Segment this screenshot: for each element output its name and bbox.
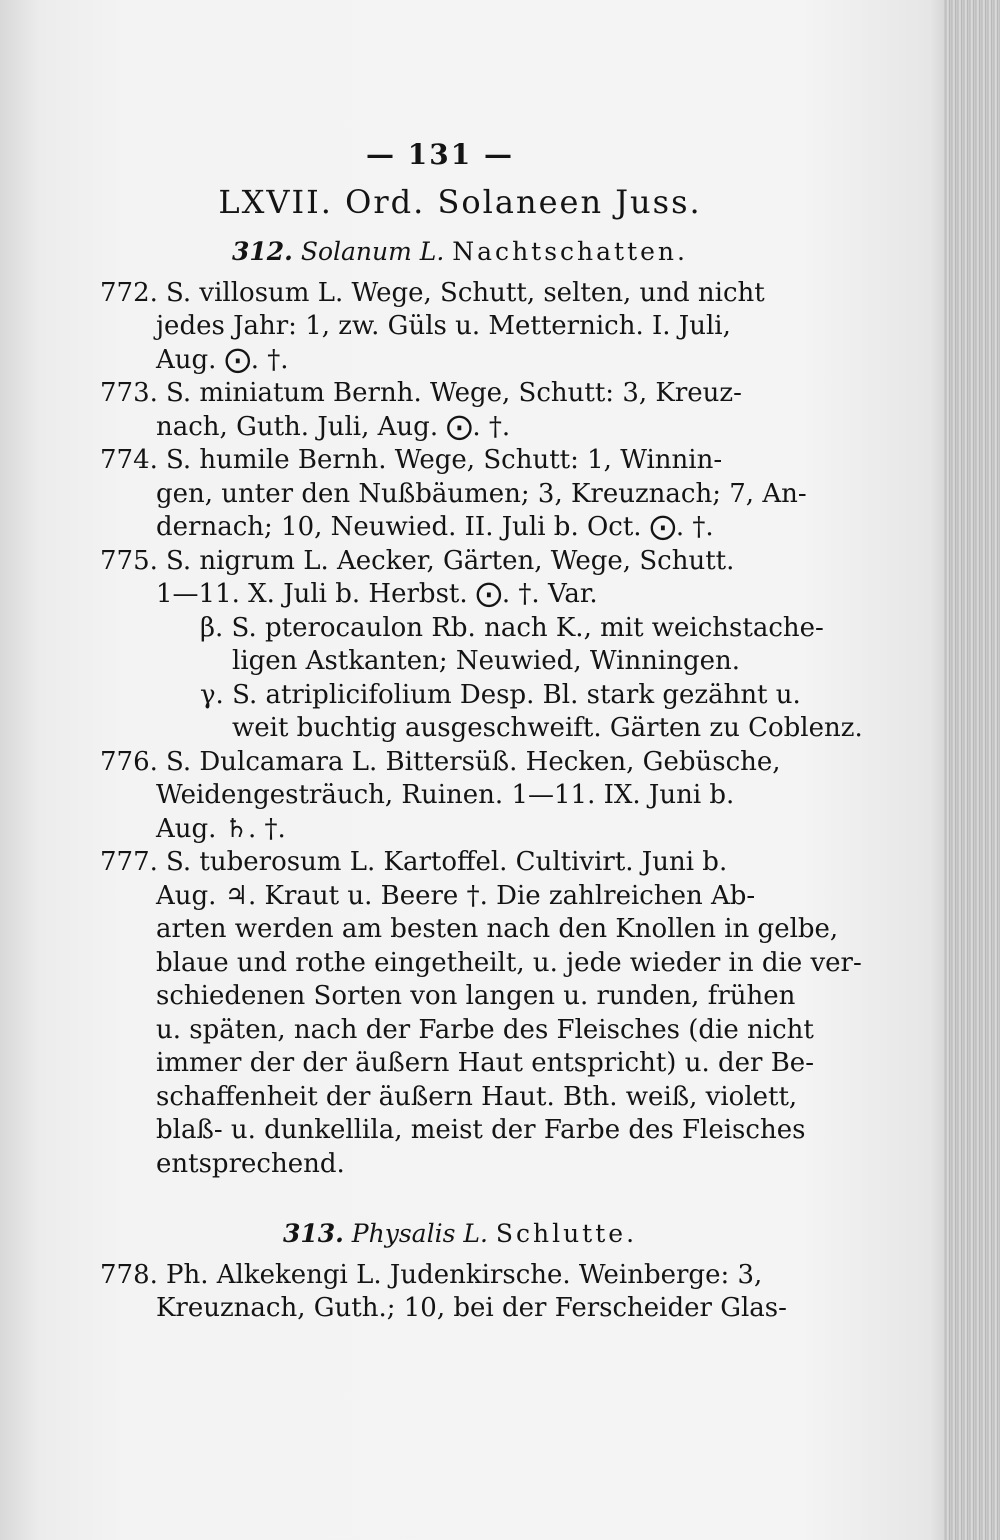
genus-heading-312 bbox=[100, 235, 820, 269]
entry-line: nach, Guth. Juli, Aug. ⨀. †. bbox=[156, 411, 511, 442]
genus-common-name: Schlutte. bbox=[495, 1219, 638, 1248]
entry-number: 774. bbox=[100, 445, 158, 475]
entry-line: blaue und rothe eingetheilt, u. jede wieder in die ver- bbox=[156, 947, 862, 978]
variety-beta: β. S. pterocaulon Rb. nach K., mit weichstache- bbox=[200, 612, 824, 643]
entry-line: gen, unter den Nußbäumen; 3, Kreuznach; 7, An- bbox=[156, 478, 807, 509]
entry-line: dernach; 10, Neuwied. II. Juli b. Oct. ⨀. †. bbox=[156, 512, 714, 542]
entry-line: immer der der äußern Haut entspricht) u. der Be- bbox=[156, 1048, 814, 1078]
entry-line: Weidengesträuch, Ruinen. 1—11. IX. Juni b. bbox=[156, 780, 735, 810]
genus-heading-313 bbox=[100, 1217, 820, 1251]
entry-line: Aug. ♄. †. bbox=[156, 813, 286, 844]
entry-number: 772. bbox=[100, 277, 158, 308]
genus-number: 312. bbox=[232, 237, 293, 266]
genus-name: Solanum L. bbox=[300, 237, 445, 266]
entry-line: S. Dulcamara L. Bittersüß. Hecken, Gebüsche, bbox=[166, 746, 781, 777]
genus-name: Physalis L. bbox=[351, 1219, 488, 1248]
entry-line: schaffenheit der äußern Haut. Bth. weiß, violett, bbox=[156, 1081, 798, 1112]
variety-gamma: γ. S. atriplicifolium Desp. Bl. stark gezähnt u. bbox=[200, 679, 801, 710]
order-heading: LXVII. Ord. Solaneen Juss. bbox=[218, 182, 702, 221]
species-entry-772 bbox=[100, 277, 820, 378]
species-entry-775 bbox=[100, 545, 863, 746]
entry-line: Aug. ⨀. †. bbox=[156, 344, 289, 375]
entry-line: S. tuberosum L. Kartoffel. Cultivirt. Juni b. bbox=[166, 847, 728, 877]
entry-number: 775. bbox=[100, 545, 158, 576]
genus-common-name: Nachtschatten. bbox=[452, 237, 688, 266]
entry-line: entsprechend. bbox=[156, 1148, 345, 1179]
variety-beta-cont: ligen Astkanten; Neuwied, Winningen. bbox=[232, 646, 741, 676]
species-entry-773 bbox=[100, 377, 820, 444]
entry-line: Ph. Alkekengi L. Judenkirsche. Weinberge: 3, bbox=[166, 1259, 763, 1290]
entry-line: Kreuznach, Guth.; 10, bei der Ferscheider Glas- bbox=[156, 1293, 787, 1323]
entry-number: 777. bbox=[100, 847, 158, 877]
entry-number: 778. bbox=[100, 1259, 158, 1290]
section-spacer bbox=[100, 1181, 820, 1217]
entry-line: schiedenen Sorten von langen u. runden, frühen bbox=[156, 981, 796, 1011]
variety-gamma-cont: weit buchtig ausgeschweift. Gärten zu Coblenz. bbox=[232, 713, 863, 743]
entry-line: 1—11. X. Juli b. Herbst. ⨀. †. Var. bbox=[156, 579, 598, 609]
entry-number: 776. bbox=[100, 746, 158, 777]
species-entry-776 bbox=[100, 746, 820, 847]
entry-line: jedes Jahr: 1, zw. Güls u. Metternich. I. Juli, bbox=[156, 311, 731, 341]
page-text bbox=[100, 138, 863, 1326]
species-entry-778 bbox=[100, 1259, 820, 1326]
entry-line: u. späten, nach der Farbe des Fleisches (die nicht bbox=[156, 1014, 814, 1045]
genus-number: 313. bbox=[282, 1219, 344, 1248]
entry-line: blaß- u. dunkellila, meist der Farbe des Fleisches bbox=[156, 1115, 806, 1145]
entry-line: S. humile Bernh. Wege, Schutt: 1, Winnin- bbox=[166, 445, 723, 475]
species-entry-777 bbox=[100, 846, 862, 1181]
entry-number: 773. bbox=[100, 378, 158, 408]
entry-line: Aug. ♃. Kraut u. Beere †. Die zahlreichen Ab- bbox=[156, 880, 756, 911]
entry-line: arten werden am besten nach den Knollen in gelbe, bbox=[156, 914, 839, 944]
entry-line: S. nigrum L. Aecker, Gärten, Wege, Schutt. bbox=[166, 545, 735, 576]
entry-line: S. miniatum Bernh. Wege, Schutt: 3, Kreuz- bbox=[166, 378, 742, 408]
page-number: — 131 — bbox=[366, 138, 514, 171]
species-entry-774 bbox=[100, 444, 820, 545]
page-edges bbox=[944, 0, 1000, 1540]
entry-line: S. villosum L. Wege, Schutt, selten, und nicht bbox=[166, 277, 765, 308]
